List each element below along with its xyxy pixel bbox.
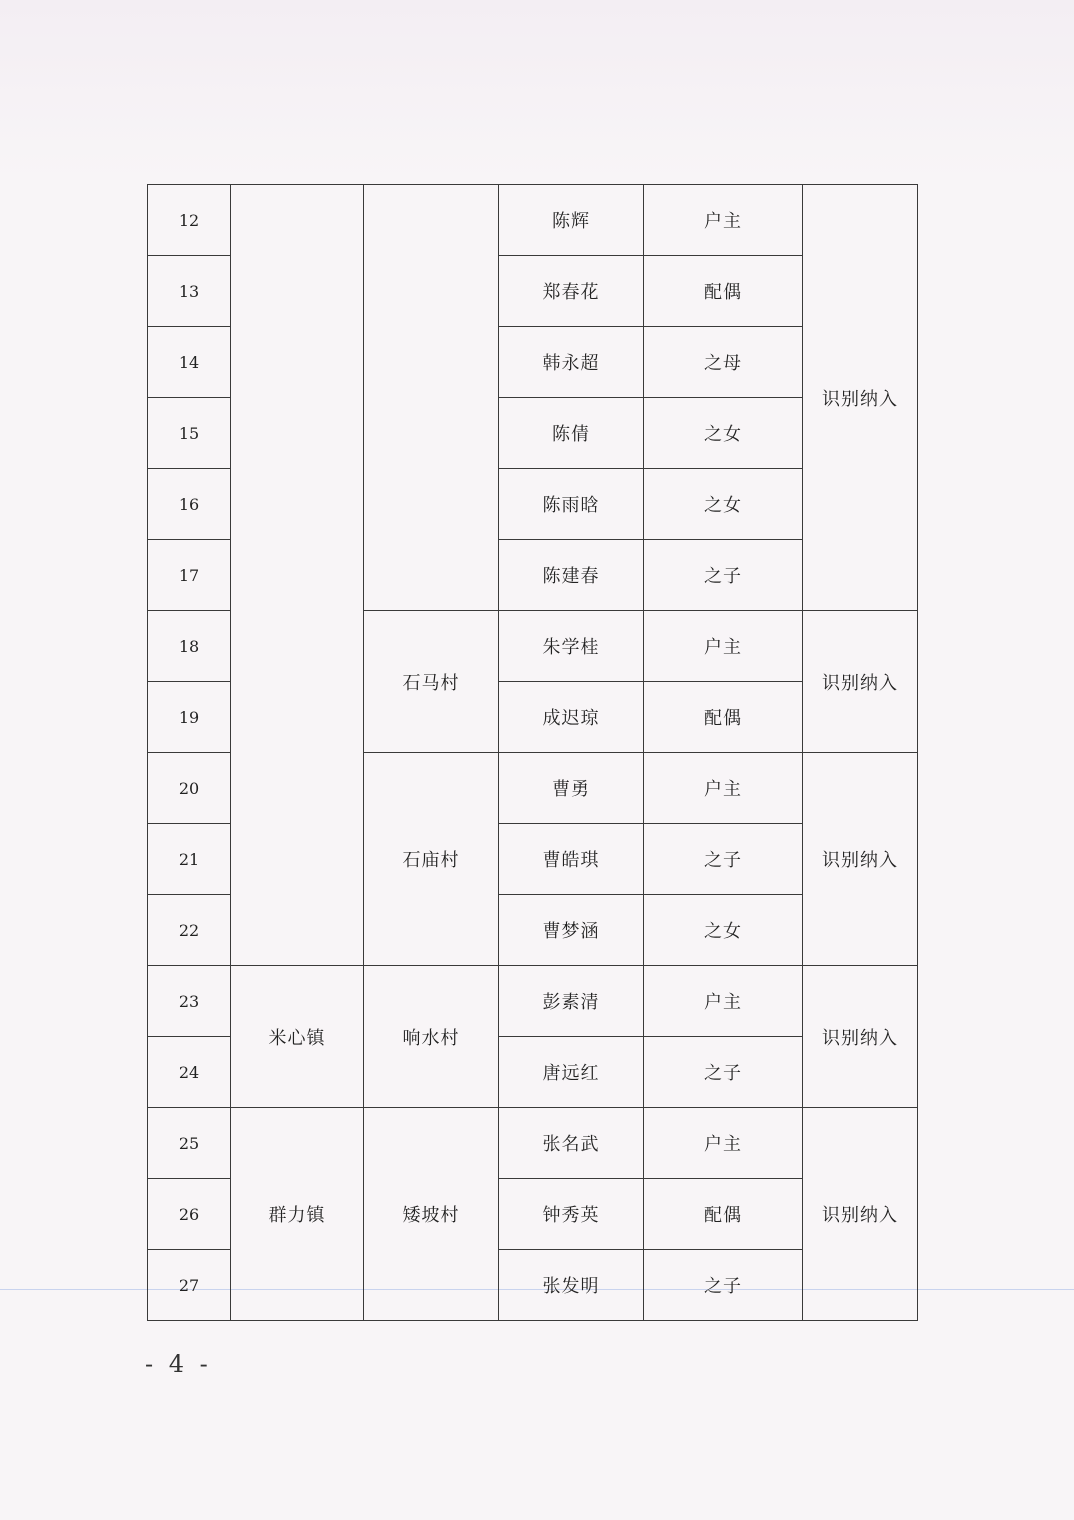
village-cell: 石庙村 <box>364 753 499 966</box>
table-row <box>148 966 918 1037</box>
status-cell: 识别纳入 <box>803 185 918 611</box>
row-number: 22 <box>148 895 231 966</box>
member-name: 成迟琼 <box>499 682 644 753</box>
member-name: 曹梦涵 <box>499 895 644 966</box>
table-row <box>148 185 918 256</box>
town-cell: 群力镇 <box>231 1108 364 1321</box>
status-cell: 识别纳入 <box>803 611 918 753</box>
member-name: 韩永超 <box>499 327 644 398</box>
row-number: 14 <box>148 327 231 398</box>
row-number: 23 <box>148 966 231 1037</box>
member-name: 陈雨晗 <box>499 469 644 540</box>
row-number: 12 <box>148 185 231 256</box>
member-relation: 之母 <box>644 327 803 398</box>
row-number: 21 <box>148 824 231 895</box>
member-relation: 户主 <box>644 1108 803 1179</box>
row-number: 15 <box>148 398 231 469</box>
member-relation: 户主 <box>644 753 803 824</box>
page-background <box>0 0 1074 180</box>
member-name: 朱学桂 <box>499 611 644 682</box>
member-name: 彭素清 <box>499 966 644 1037</box>
table-row <box>148 1108 918 1179</box>
row-number: 16 <box>148 469 231 540</box>
member-name: 张发明 <box>499 1250 644 1321</box>
row-number: 27 <box>148 1250 231 1321</box>
status-cell: 识别纳入 <box>803 753 918 966</box>
row-number: 20 <box>148 753 231 824</box>
member-relation: 户主 <box>644 185 803 256</box>
row-number: 24 <box>148 1037 231 1108</box>
member-relation: 之子 <box>644 824 803 895</box>
village-cell: 矮坡村 <box>364 1108 499 1321</box>
member-name: 唐远红 <box>499 1037 644 1108</box>
member-relation: 之子 <box>644 540 803 611</box>
town-cell: 米心镇 <box>231 966 364 1108</box>
village-cell <box>364 185 499 611</box>
row-number: 19 <box>148 682 231 753</box>
status-cell: 识别纳入 <box>803 966 918 1108</box>
member-name: 陈建春 <box>499 540 644 611</box>
row-number: 17 <box>148 540 231 611</box>
member-relation: 之子 <box>644 1037 803 1108</box>
page-number: - 4 - <box>145 1350 212 1378</box>
village-cell: 响水村 <box>364 966 499 1108</box>
household-roster-table <box>147 184 918 1321</box>
member-relation: 之女 <box>644 895 803 966</box>
member-name: 曹皓琪 <box>499 824 644 895</box>
member-relation: 之女 <box>644 469 803 540</box>
member-name: 曹勇 <box>499 753 644 824</box>
village-cell: 石马村 <box>364 611 499 753</box>
member-name: 钟秀英 <box>499 1179 644 1250</box>
member-relation: 之子 <box>644 1250 803 1321</box>
town-cell <box>231 185 364 966</box>
member-name: 陈倩 <box>499 398 644 469</box>
row-number: 25 <box>148 1108 231 1179</box>
member-name: 郑春花 <box>499 256 644 327</box>
row-number: 13 <box>148 256 231 327</box>
member-relation: 配偶 <box>644 1179 803 1250</box>
member-relation: 之女 <box>644 398 803 469</box>
row-number: 18 <box>148 611 231 682</box>
member-name: 张名武 <box>499 1108 644 1179</box>
member-relation: 配偶 <box>644 256 803 327</box>
member-relation: 户主 <box>644 611 803 682</box>
member-relation: 配偶 <box>644 682 803 753</box>
member-relation: 户主 <box>644 966 803 1037</box>
status-cell: 识别纳入 <box>803 1108 918 1321</box>
row-number: 26 <box>148 1179 231 1250</box>
member-name: 陈辉 <box>499 185 644 256</box>
